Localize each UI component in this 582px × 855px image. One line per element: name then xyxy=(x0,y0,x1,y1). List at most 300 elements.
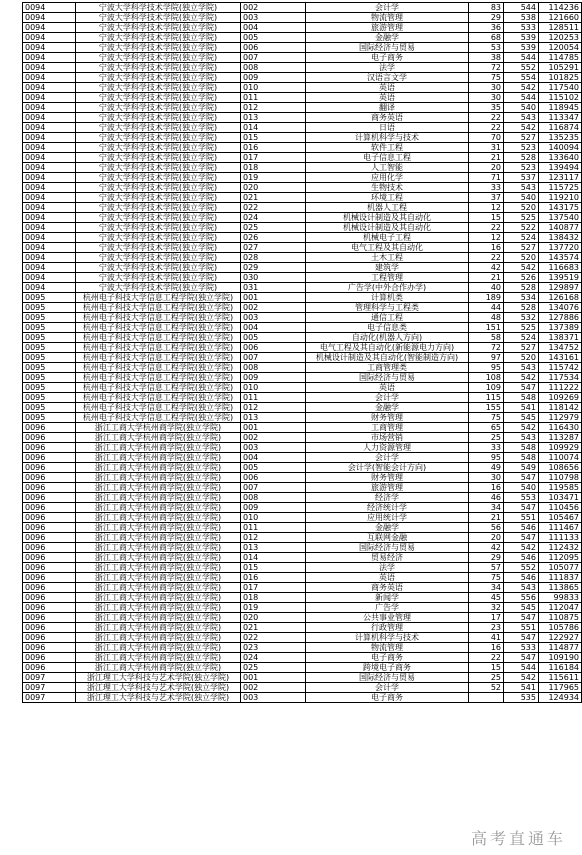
quota-cell: 53 xyxy=(469,43,504,53)
major-code-cell: 011 xyxy=(241,393,306,403)
school-name-cell: 宁波大学科学技术学院(独立学院) xyxy=(76,43,241,53)
major-code-cell: 001 xyxy=(241,293,306,303)
major-name-cell: 法学 xyxy=(306,563,469,573)
major-code-cell: 010 xyxy=(241,383,306,393)
school-name-cell: 宁波大学科学技术学院(独立学院) xyxy=(76,263,241,273)
major-name-cell: 电子商务 xyxy=(306,53,469,63)
major-name-cell: 应用统计学 xyxy=(306,513,469,523)
major-name-cell: 电子信息类 xyxy=(306,323,469,333)
quota-cell: 72 xyxy=(469,343,504,353)
school-name-cell: 杭州电子科技大学信息工程学院(独立学院) xyxy=(76,353,241,363)
school-name-cell: 杭州电子科技大学信息工程学院(独立学院) xyxy=(76,403,241,413)
school-name-cell: 宁波大学科学技术学院(独立学院) xyxy=(76,203,241,213)
major-code-cell: 017 xyxy=(241,583,306,593)
table-row xyxy=(23,633,582,643)
quota-cell: 72 xyxy=(469,63,504,73)
min-rank-cell: 105786 xyxy=(539,623,582,633)
school-name-cell: 浙江工商大学杭州商学院(独立学院) xyxy=(76,543,241,553)
quota-cell: 71 xyxy=(469,173,504,183)
min-rank-cell: 105291 xyxy=(539,63,582,73)
min-rank-cell: 133640 xyxy=(539,153,582,163)
table-row xyxy=(23,443,582,453)
watermark: 高考直通车 xyxy=(470,829,566,848)
table-row xyxy=(23,533,582,543)
major-name-cell: 工商管理类 xyxy=(306,363,469,373)
school-name-cell: 浙江工商大学杭州商学院(独立学院) xyxy=(76,553,241,563)
min-rank-cell: 120054 xyxy=(539,43,582,53)
table-row xyxy=(23,613,582,623)
school-name-cell: 杭州电子科技大学信息工程学院(独立学院) xyxy=(76,313,241,323)
school-name-cell: 浙江工商大学杭州商学院(独立学院) xyxy=(76,593,241,603)
major-code-cell: 020 xyxy=(241,183,306,193)
min-score-cell: 524 xyxy=(504,233,539,243)
quota-cell: 34 xyxy=(469,503,504,513)
school-code-cell: 0096 xyxy=(23,573,76,583)
school-code-cell: 0094 xyxy=(23,213,76,223)
major-name-cell: 国际经济与贸易 xyxy=(306,543,469,553)
min-rank-cell: 140877 xyxy=(539,223,582,233)
min-rank-cell: 108656 xyxy=(539,463,582,473)
table-row xyxy=(23,413,582,423)
table-row xyxy=(23,183,582,193)
major-code-cell: 001 xyxy=(241,673,306,683)
major-code-cell: 009 xyxy=(241,373,306,383)
min-score-cell: 528 xyxy=(504,153,539,163)
school-name-cell: 杭州电子科技大学信息工程学院(独立学院) xyxy=(76,303,241,313)
min-rank-cell: 117540 xyxy=(539,83,582,93)
major-name-cell: 工商管理 xyxy=(306,423,469,433)
major-name-cell: 应用化学 xyxy=(306,173,469,183)
quota-cell: 30 xyxy=(469,93,504,103)
major-name-cell: 管理科学与工程类 xyxy=(306,303,469,313)
school-name-cell: 杭州电子科技大学信息工程学院(独立学院) xyxy=(76,363,241,373)
min-rank-cell: 114785 xyxy=(539,53,582,63)
school-name-cell: 杭州电子科技大学信息工程学院(独立学院) xyxy=(76,373,241,383)
table-row xyxy=(23,133,582,143)
min-score-cell: 523 xyxy=(504,143,539,153)
min-score-cell: 549 xyxy=(504,463,539,473)
table-row xyxy=(23,223,582,233)
table-row xyxy=(23,53,582,63)
min-rank-cell: 114236 xyxy=(539,3,582,13)
major-name-cell: 互联网金融 xyxy=(306,533,469,543)
quota-cell: 16 xyxy=(469,643,504,653)
min-rank-cell: 117534 xyxy=(539,373,582,383)
major-name-cell: 财务管理 xyxy=(306,413,469,423)
major-code-cell: 030 xyxy=(241,273,306,283)
min-score-cell: 544 xyxy=(504,663,539,673)
major-name-cell: 经济学 xyxy=(306,493,469,503)
table-row xyxy=(23,583,582,593)
min-score-cell: 543 xyxy=(504,433,539,443)
table-row xyxy=(23,153,582,163)
quota-cell: 31 xyxy=(469,143,504,153)
major-name-cell: 会计学(智能会计方向) xyxy=(306,463,469,473)
school-name-cell: 浙江工商大学杭州商学院(独立学院) xyxy=(76,423,241,433)
table-row xyxy=(23,423,582,433)
school-name-cell: 浙江工商大学杭州商学院(独立学院) xyxy=(76,663,241,673)
major-code-cell: 018 xyxy=(241,593,306,603)
table-row xyxy=(23,543,582,553)
school-name-cell: 浙江工商大学杭州商学院(独立学院) xyxy=(76,643,241,653)
quota-cell: 42 xyxy=(469,263,504,273)
min-score-cell: 540 xyxy=(504,103,539,113)
school-code-cell: 0096 xyxy=(23,623,76,633)
min-score-cell: 547 xyxy=(504,653,539,663)
table-row xyxy=(23,593,582,603)
min-rank-cell: 116184 xyxy=(539,663,582,673)
table-row xyxy=(23,293,582,303)
major-name-cell: 金融学 xyxy=(306,403,469,413)
major-code-cell: 005 xyxy=(241,333,306,343)
min-score-cell: 523 xyxy=(504,163,539,173)
school-name-cell: 浙江工商大学杭州商学院(独立学院) xyxy=(76,603,241,613)
min-score-cell: 546 xyxy=(504,573,539,583)
quota-cell: 15 xyxy=(469,213,504,223)
major-code-cell: 008 xyxy=(241,493,306,503)
school-code-cell: 0096 xyxy=(23,593,76,603)
min-rank-cell: 114877 xyxy=(539,643,582,653)
major-code-cell: 025 xyxy=(241,663,306,673)
major-code-cell: 013 xyxy=(241,413,306,423)
school-code-cell: 0094 xyxy=(23,23,76,33)
school-code-cell: 0096 xyxy=(23,423,76,433)
major-code-cell: 002 xyxy=(241,433,306,443)
major-name-cell: 机械设计制造及其自动化 xyxy=(306,213,469,223)
table-row xyxy=(23,323,582,333)
major-code-cell: 028 xyxy=(241,253,306,263)
table-row xyxy=(23,13,582,23)
min-rank-cell: 123117 xyxy=(539,173,582,183)
quota-cell xyxy=(469,693,504,703)
table-row xyxy=(23,373,582,383)
major-name-cell: 人力资源管理 xyxy=(306,443,469,453)
major-name-cell: 金融学 xyxy=(306,33,469,43)
min-rank-cell: 121660 xyxy=(539,13,582,23)
min-rank-cell: 137540 xyxy=(539,213,582,223)
min-score-cell: 546 xyxy=(504,553,539,563)
table-row xyxy=(23,643,582,653)
school-name-cell: 浙江工商大学杭州商学院(独立学院) xyxy=(76,493,241,503)
min-rank-cell: 116683 xyxy=(539,263,582,273)
school-code-cell: 0096 xyxy=(23,653,76,663)
min-score-cell: 547 xyxy=(504,503,539,513)
school-code-cell: 0096 xyxy=(23,583,76,593)
table-row xyxy=(23,673,582,683)
min-rank-cell: 110074 xyxy=(539,453,582,463)
table-row xyxy=(23,353,582,363)
major-code-cell: 012 xyxy=(241,103,306,113)
major-name-cell: 翻译 xyxy=(306,103,469,113)
school-code-cell: 0094 xyxy=(23,283,76,293)
school-name-cell: 浙江理工大学科技与艺术学院(独立学院) xyxy=(76,693,241,703)
school-code-cell: 0097 xyxy=(23,673,76,683)
min-rank-cell: 105467 xyxy=(539,513,582,523)
school-code-cell: 0095 xyxy=(23,353,76,363)
major-name-cell: 汉语言文学 xyxy=(306,73,469,83)
school-code-cell: 0094 xyxy=(23,83,76,93)
school-name-cell: 浙江工商大学杭州商学院(独立学院) xyxy=(76,453,241,463)
school-code-cell: 0094 xyxy=(23,273,76,283)
school-code-cell: 0095 xyxy=(23,393,76,403)
school-code-cell: 0095 xyxy=(23,373,76,383)
major-code-cell: 014 xyxy=(241,123,306,133)
major-name-cell: 计算机科学与技术 xyxy=(306,633,469,643)
table-row xyxy=(23,303,582,313)
school-code-cell: 0096 xyxy=(23,473,76,483)
major-code-cell: 024 xyxy=(241,653,306,663)
quota-cell: 20 xyxy=(469,533,504,543)
min-score-cell: 556 xyxy=(504,593,539,603)
major-name-cell: 公共事业管理 xyxy=(306,613,469,623)
major-name-cell: 机械电子工程 xyxy=(306,233,469,243)
school-name-cell: 浙江工商大学杭州商学院(独立学院) xyxy=(76,463,241,473)
school-name-cell: 杭州电子科技大学信息工程学院(独立学院) xyxy=(76,293,241,303)
min-rank-cell: 138432 xyxy=(539,233,582,243)
quota-cell: 33 xyxy=(469,443,504,453)
min-score-cell: 544 xyxy=(504,93,539,103)
major-code-cell: 008 xyxy=(241,63,306,73)
min-score-cell: 525 xyxy=(504,323,539,333)
major-code-cell: 012 xyxy=(241,403,306,413)
school-name-cell: 浙江工商大学杭州商学院(独立学院) xyxy=(76,483,241,493)
table-row xyxy=(23,683,582,693)
min-score-cell: 547 xyxy=(504,383,539,393)
min-rank-cell: 109269 xyxy=(539,393,582,403)
min-rank-cell: 122927 xyxy=(539,633,582,643)
major-code-cell: 003 xyxy=(241,693,306,703)
quota-cell: 75 xyxy=(469,413,504,423)
major-code-cell: 012 xyxy=(241,533,306,543)
school-name-cell: 杭州电子科技大学信息工程学院(独立学院) xyxy=(76,323,241,333)
quota-cell: 33 xyxy=(469,183,504,193)
major-code-cell: 003 xyxy=(241,313,306,323)
school-code-cell: 0095 xyxy=(23,303,76,313)
quota-cell: 151 xyxy=(469,323,504,333)
min-score-cell: 539 xyxy=(504,43,539,53)
quota-cell: 108 xyxy=(469,373,504,383)
quota-cell: 97 xyxy=(469,353,504,363)
min-score-cell: 541 xyxy=(504,683,539,693)
major-code-cell: 010 xyxy=(241,83,306,93)
quota-cell: 42 xyxy=(469,543,504,553)
table-row xyxy=(23,213,582,223)
min-score-cell: 542 xyxy=(504,83,539,93)
min-score-cell: 533 xyxy=(504,23,539,33)
min-rank-cell: 115725 xyxy=(539,183,582,193)
quota-cell: 30 xyxy=(469,83,504,93)
quota-cell: 16 xyxy=(469,483,504,493)
major-name-cell: 英语 xyxy=(306,383,469,393)
quota-cell: 56 xyxy=(469,523,504,533)
school-name-cell: 浙江工商大学杭州商学院(独立学院) xyxy=(76,503,241,513)
major-name-cell: 英语 xyxy=(306,83,469,93)
min-score-cell: 547 xyxy=(504,473,539,483)
major-name-cell: 工程管理 xyxy=(306,273,469,283)
school-code-cell: 0094 xyxy=(23,233,76,243)
major-name-cell: 行政管理 xyxy=(306,623,469,633)
school-name-cell: 杭州电子科技大学信息工程学院(独立学院) xyxy=(76,383,241,393)
table-row xyxy=(23,23,582,33)
min-score-cell: 524 xyxy=(504,333,539,343)
school-code-cell: 0097 xyxy=(23,683,76,693)
table-row xyxy=(23,663,582,673)
quota-cell: 95 xyxy=(469,363,504,373)
major-name-cell: 建筑学 xyxy=(306,263,469,273)
min-score-cell: 522 xyxy=(504,223,539,233)
school-name-cell: 杭州电子科技大学信息工程学院(独立学院) xyxy=(76,343,241,353)
min-score-cell: 540 xyxy=(504,483,539,493)
school-code-cell: 0094 xyxy=(23,123,76,133)
min-rank-cell: 138371 xyxy=(539,333,582,343)
table-body xyxy=(23,3,582,703)
min-score-cell: 542 xyxy=(504,673,539,683)
table-row xyxy=(23,333,582,343)
major-name-cell: 新闻学 xyxy=(306,593,469,603)
school-name-cell: 宁波大学科学技术学院(独立学院) xyxy=(76,93,241,103)
school-name-cell: 浙江工商大学杭州商学院(独立学院) xyxy=(76,613,241,623)
school-code-cell: 0096 xyxy=(23,633,76,643)
min-rank-cell: 119585 xyxy=(539,483,582,493)
min-rank-cell: 116874 xyxy=(539,123,582,133)
min-score-cell: 547 xyxy=(504,633,539,643)
min-rank-cell: 111837 xyxy=(539,573,582,583)
min-rank-cell: 113347 xyxy=(539,113,582,123)
min-score-cell: 534 xyxy=(504,293,539,303)
major-code-cell: 022 xyxy=(241,203,306,213)
major-code-cell: 004 xyxy=(241,323,306,333)
min-rank-cell: 118142 xyxy=(539,403,582,413)
major-name-cell: 物流管理 xyxy=(306,13,469,23)
table-row xyxy=(23,573,582,583)
min-score-cell: 542 xyxy=(504,263,539,273)
table-row xyxy=(23,143,582,153)
quota-cell: 29 xyxy=(469,553,504,563)
min-rank-cell: 111467 xyxy=(539,523,582,533)
major-name-cell: 旅游管理 xyxy=(306,23,469,33)
min-score-cell: 525 xyxy=(504,213,539,223)
table-row xyxy=(23,343,582,353)
major-code-cell: 007 xyxy=(241,53,306,63)
major-name-cell: 英语 xyxy=(306,573,469,583)
table-row xyxy=(23,553,582,563)
min-rank-cell: 124934 xyxy=(539,693,582,703)
school-code-cell: 0094 xyxy=(23,203,76,213)
major-code-cell: 027 xyxy=(241,243,306,253)
admission-score-table xyxy=(22,2,582,703)
school-code-cell: 0094 xyxy=(23,43,76,53)
major-name-cell: 会计学 xyxy=(306,3,469,13)
min-rank-cell: 110798 xyxy=(539,473,582,483)
school-code-cell: 0096 xyxy=(23,553,76,563)
school-code-cell: 0096 xyxy=(23,603,76,613)
major-name-cell: 日语 xyxy=(306,123,469,133)
school-name-cell: 浙江工商大学杭州商学院(独立学院) xyxy=(76,533,241,543)
major-code-cell: 015 xyxy=(241,563,306,573)
min-score-cell: 552 xyxy=(504,63,539,73)
min-score-cell: 542 xyxy=(504,423,539,433)
major-name-cell: 土木工程 xyxy=(306,253,469,263)
min-score-cell: 552 xyxy=(504,563,539,573)
major-name-cell: 金融学 xyxy=(306,523,469,533)
school-name-cell: 浙江工商大学杭州商学院(独立学院) xyxy=(76,473,241,483)
school-code-cell: 0094 xyxy=(23,13,76,23)
school-name-cell: 宁波大学科学技术学院(独立学院) xyxy=(76,83,241,93)
major-code-cell: 003 xyxy=(241,13,306,23)
quota-cell: 21 xyxy=(469,273,504,283)
major-name-cell: 生物技术 xyxy=(306,183,469,193)
major-code-cell: 025 xyxy=(241,223,306,233)
table-row xyxy=(23,43,582,53)
min-score-cell: 544 xyxy=(504,3,539,13)
quota-cell: 30 xyxy=(469,473,504,483)
school-code-cell: 0095 xyxy=(23,323,76,333)
quota-cell: 23 xyxy=(469,623,504,633)
school-code-cell: 0096 xyxy=(23,533,76,543)
min-score-cell: 528 xyxy=(504,283,539,293)
school-name-cell: 宁波大学科学技术学院(独立学院) xyxy=(76,243,241,253)
major-code-cell: 009 xyxy=(241,73,306,83)
table-row xyxy=(23,83,582,93)
school-code-cell: 0094 xyxy=(23,243,76,253)
school-code-cell: 0094 xyxy=(23,143,76,153)
min-score-cell: 528 xyxy=(504,303,539,313)
table-row xyxy=(23,393,582,403)
school-name-cell: 浙江工商大学杭州商学院(独立学院) xyxy=(76,513,241,523)
quota-cell: 68 xyxy=(469,33,504,43)
school-code-cell: 0095 xyxy=(23,383,76,393)
quota-cell: 12 xyxy=(469,233,504,243)
major-code-cell: 002 xyxy=(241,303,306,313)
table-row xyxy=(23,3,582,13)
school-name-cell: 宁波大学科学技术学院(独立学院) xyxy=(76,113,241,123)
min-score-cell: 543 xyxy=(504,183,539,193)
school-code-cell: 0094 xyxy=(23,163,76,173)
school-name-cell: 宁波大学科学技术学院(独立学院) xyxy=(76,3,241,13)
major-name-cell: 人工智能 xyxy=(306,163,469,173)
school-code-cell: 0094 xyxy=(23,153,76,163)
quota-cell: 44 xyxy=(469,303,504,313)
school-code-cell: 0096 xyxy=(23,523,76,533)
school-name-cell: 宁波大学科学技术学院(独立学院) xyxy=(76,123,241,133)
min-score-cell: 535 xyxy=(504,693,539,703)
school-code-cell: 0096 xyxy=(23,643,76,653)
min-rank-cell: 110456 xyxy=(539,503,582,513)
min-rank-cell: 113287 xyxy=(539,433,582,443)
min-rank-cell: 109190 xyxy=(539,653,582,663)
major-code-cell: 005 xyxy=(241,463,306,473)
table-row xyxy=(23,93,582,103)
min-score-cell: 520 xyxy=(504,353,539,363)
school-code-cell: 0095 xyxy=(23,363,76,373)
min-score-cell: 520 xyxy=(504,253,539,263)
min-score-cell: 545 xyxy=(504,603,539,613)
min-rank-cell: 115742 xyxy=(539,363,582,373)
school-name-cell: 浙江工商大学杭州商学院(独立学院) xyxy=(76,653,241,663)
major-code-cell: 016 xyxy=(241,143,306,153)
school-name-cell: 宁波大学科学技术学院(独立学院) xyxy=(76,13,241,23)
school-code-cell: 0094 xyxy=(23,183,76,193)
major-code-cell: 019 xyxy=(241,173,306,183)
table-row xyxy=(23,163,582,173)
major-name-cell: 广告学(中外合作办学) xyxy=(306,283,469,293)
min-rank-cell: 137720 xyxy=(539,243,582,253)
min-rank-cell: 103471 xyxy=(539,493,582,503)
table-row xyxy=(23,263,582,273)
min-score-cell: 527 xyxy=(504,243,539,253)
school-code-cell: 0094 xyxy=(23,53,76,63)
school-code-cell: 0095 xyxy=(23,413,76,423)
